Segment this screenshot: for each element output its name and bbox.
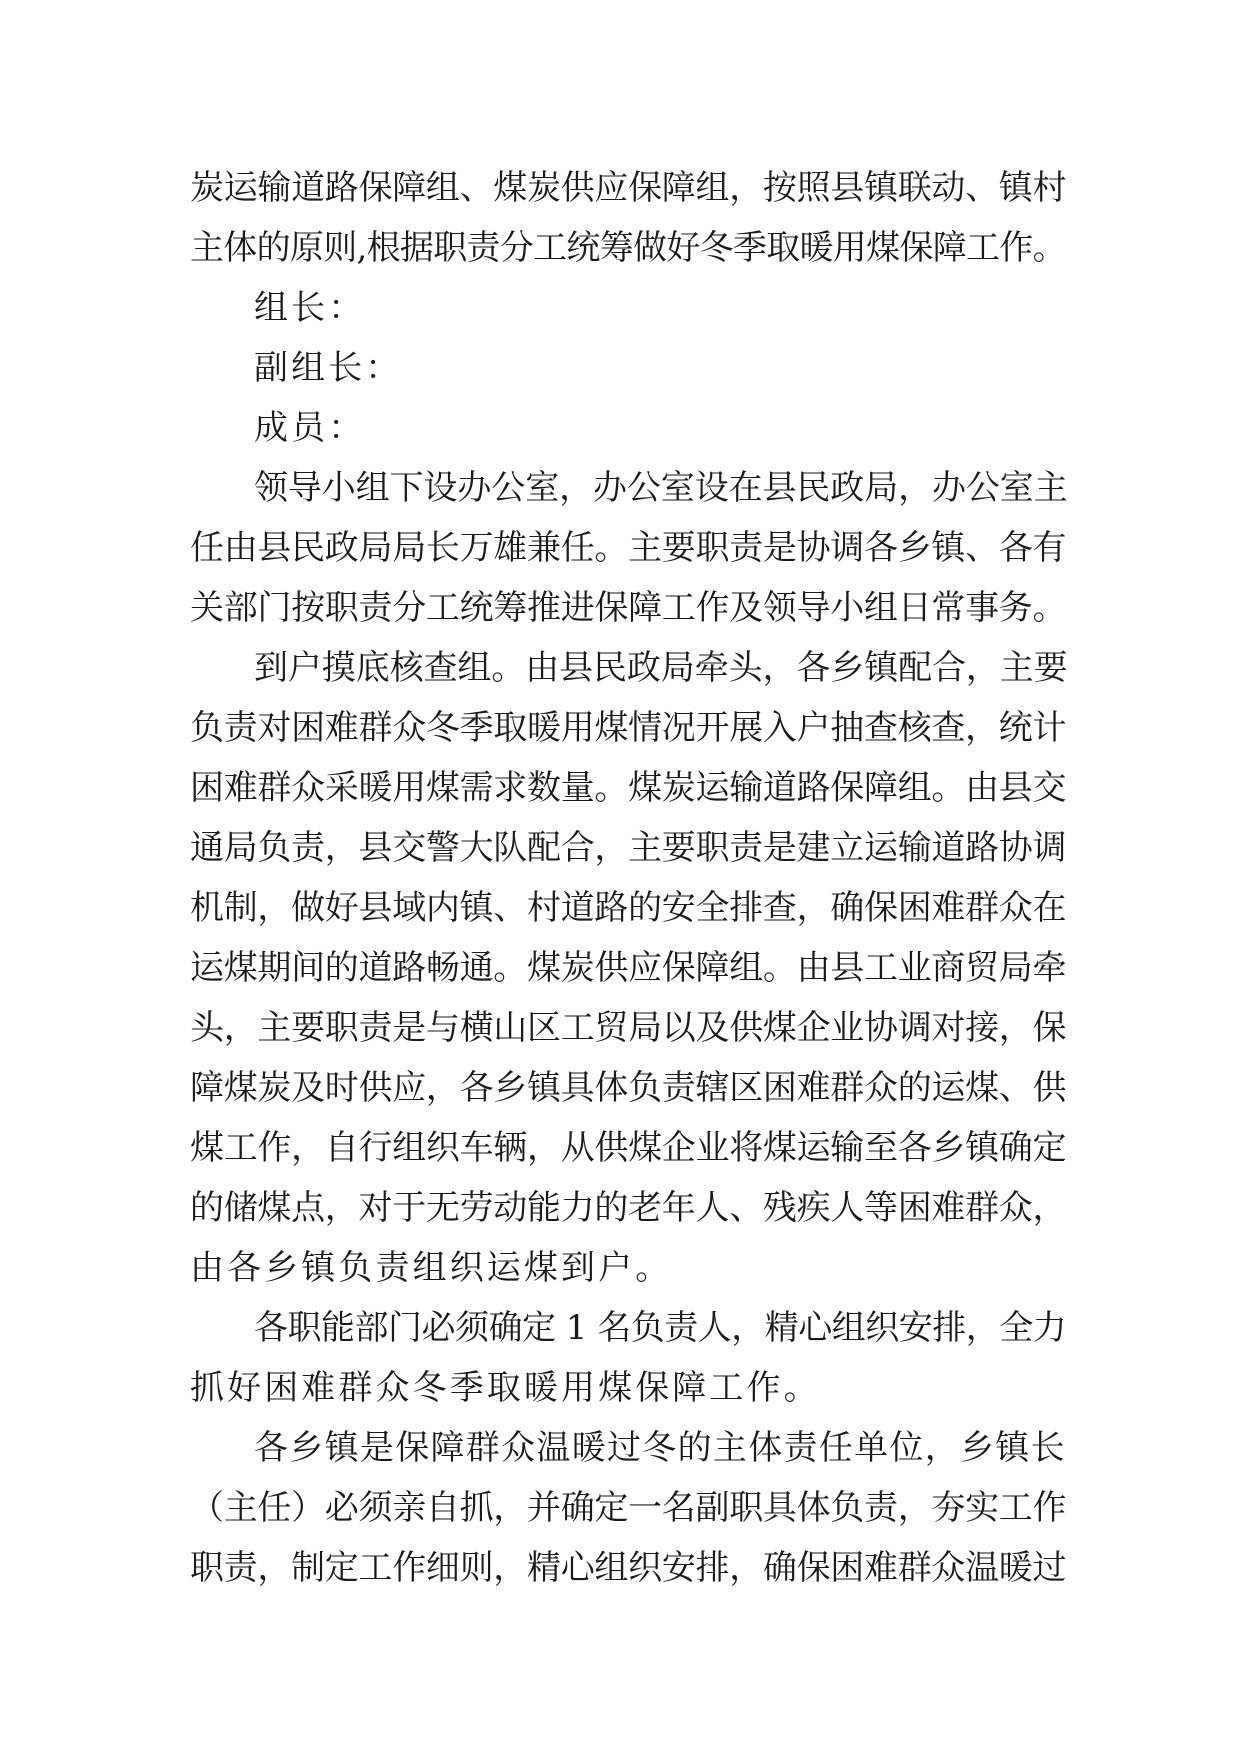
text-line: 各乡镇是保障群众温暖过冬的主体责任单位，乡镇长 [254, 1428, 1066, 1468]
text-line-leader: 组长： [254, 288, 366, 328]
text-line: 主体的原则,根据职责分工统筹做好冬季取暖用煤保障工作。 [190, 228, 1066, 268]
text-line: 抓好困难群众冬季取暖用煤保障工作。 [190, 1368, 821, 1408]
text-line: 障煤炭及时供应，各乡镇具体负责辖区困难群众的运煤、供 [190, 1068, 1067, 1108]
text-line: 通局负责，县交警大队配合，主要职责是建立运输道路协调 [190, 828, 1067, 868]
text-line: 负责对困难群众冬季取暖用煤情况开展入户抽查核查，统计 [190, 708, 1067, 748]
text-line: 的储煤点，对于无劳动能力的老年人、残疾人等困难群众， [190, 1188, 1067, 1228]
text-line: 各职能部门必须确定 1 名负责人，精心组织安排，全力 [254, 1308, 1067, 1348]
text-line: 到户摸底核查组。由县民政局牵头，各乡镇配合，主要 [254, 648, 1068, 688]
text-line: （主任）必须亲自抓，并确定一名副职具体负责，夯实工作 [190, 1488, 1067, 1528]
text-line: 职责，制定工作细则，精心组织安排，确保困难群众温暖过 [190, 1548, 1067, 1588]
text-line: 任由县民政局局长万雄兼任。主要职责是协调各乡镇、各有 [190, 528, 1067, 568]
text-line: 煤工作，自行组织车辆，从供煤企业将煤运输至各乡镇确定 [190, 1128, 1067, 1168]
text-line-deputy-leader: 副组长： [254, 348, 403, 388]
text-line: 头，主要职责是与横山区工贸局以及供煤企业协调对接，保 [190, 1008, 1067, 1048]
text-line: 困难群众采暖用煤需求数量。煤炭运输道路保障组。由县交 [190, 768, 1067, 808]
text-line: 炭运输道路保障组、煤炭供应保障组，按照县镇联动、镇村 [190, 168, 1067, 208]
text-line: 关部门按职责分工统筹推进保障工作及领导小组日常事务。 [190, 588, 1067, 628]
text-line: 由各乡镇负责组织运煤到户。 [190, 1248, 673, 1288]
text-line: 领导小组下设办公室，办公室设在县民政局，办公室主 [254, 468, 1068, 508]
document-body [190, 158, 1070, 1598]
text-line: 运煤期间的道路畅通。煤炭供应保障组。由县工业商贸局牵 [190, 948, 1067, 988]
text-line: 机制，做好县域内镇、村道路的安全排查，确保困难群众在 [190, 888, 1067, 928]
text-line-members: 成员： [254, 408, 366, 448]
